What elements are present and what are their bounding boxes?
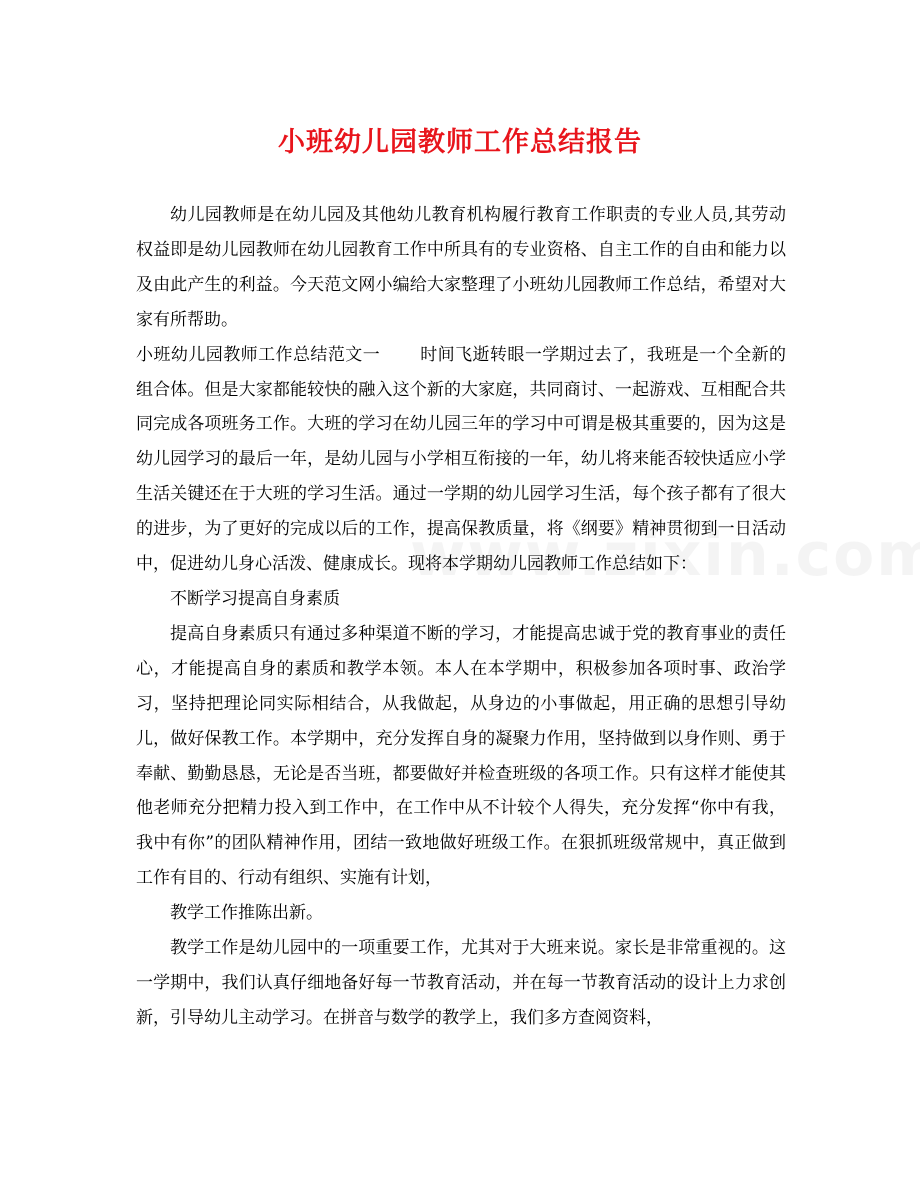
sample-text: 时间飞逝转眼一学期过去了，我班是一个全新的组合体。但是大家都能较快的融入这个新的大家庭，共同商讨、一起游戏、互相配合共同完成各项班务工作。大班的学习在幼儿园三年的学习中可谓是极其重要的，因为这是幼儿园学习的最后一年，是幼儿园与小学相互衔接的一年，幼儿将来能否较快适应小学生活关键还在于大班的学习生活。通过一学期的幼儿园学习生活，每个孩子都有了很大的进步，为了更好的完成以后的工作，提高保教质量，将《纲要》精神贯彻到一日活动中，促进幼儿身心活泼、健康成长。现将本学期幼儿园教师工作总结如下： [136,344,787,575]
section-heading: 不断学习提高自身素质 [170,588,340,609]
intro-paragraph: 幼儿园教师是在幼儿园及其他幼儿教育机构履行教育工作职责的专业人员,其劳动权益即是幼儿园教师在幼儿园教育工作中所具有的专业资格、自主工作的自由和能力以及由此产生的利益。今天范文网小编给大家整理了小班幼儿园教师工作总结，希望对大家有所帮助。 [136,205,786,330]
document-body [136,198,786,1036]
section-heading: 教学工作推陈出新。 [170,903,323,924]
section-paragraph: 教学工作是幼儿园中的一项重要工作，尤其对于大班来说。家长是非常重视的。这一学期中，我们认真仔细地备好每一节教育活动，并在每一节教育活动的设计上力求创新，引导幼儿主动学习。在拼音与数学的教学上，我们多方查阅资料， [136,938,786,1028]
sample-paragraph [136,338,786,582]
document-title: 小班幼儿园教师工作总结报告 [278,127,642,158]
sample-label: 小班幼儿园教师工作总结范文一 [136,344,381,365]
section-paragraph: 提高自身素质只有通过多种渠道不断的学习，才能提高忠诚于党的教育事业的责任心，才能提高自身的素质和教学本领。本人在本学期中，积极参加各项时事、政治学习，坚持把理论同实际相结合，从我做起，从身边的小事做起，用正确的思想引导幼儿，做好保教工作。本学期中，充分发挥自身的凝聚力作用，坚持做到以身作则、勇于奉献、勤勤恳恳，无论是否当班，都要做好并检查班级的各项工作。只有这样才能使其他老师充分把精力投入到工作中，在工作中从不计较个人得失，充分发挥“你中有我，我中有你”的团队精神作用，团结一致地做好班级工作。在狠抓班级常规中，真正做到工作有目的、行动有组织、实施有计划， [136,623,786,889]
